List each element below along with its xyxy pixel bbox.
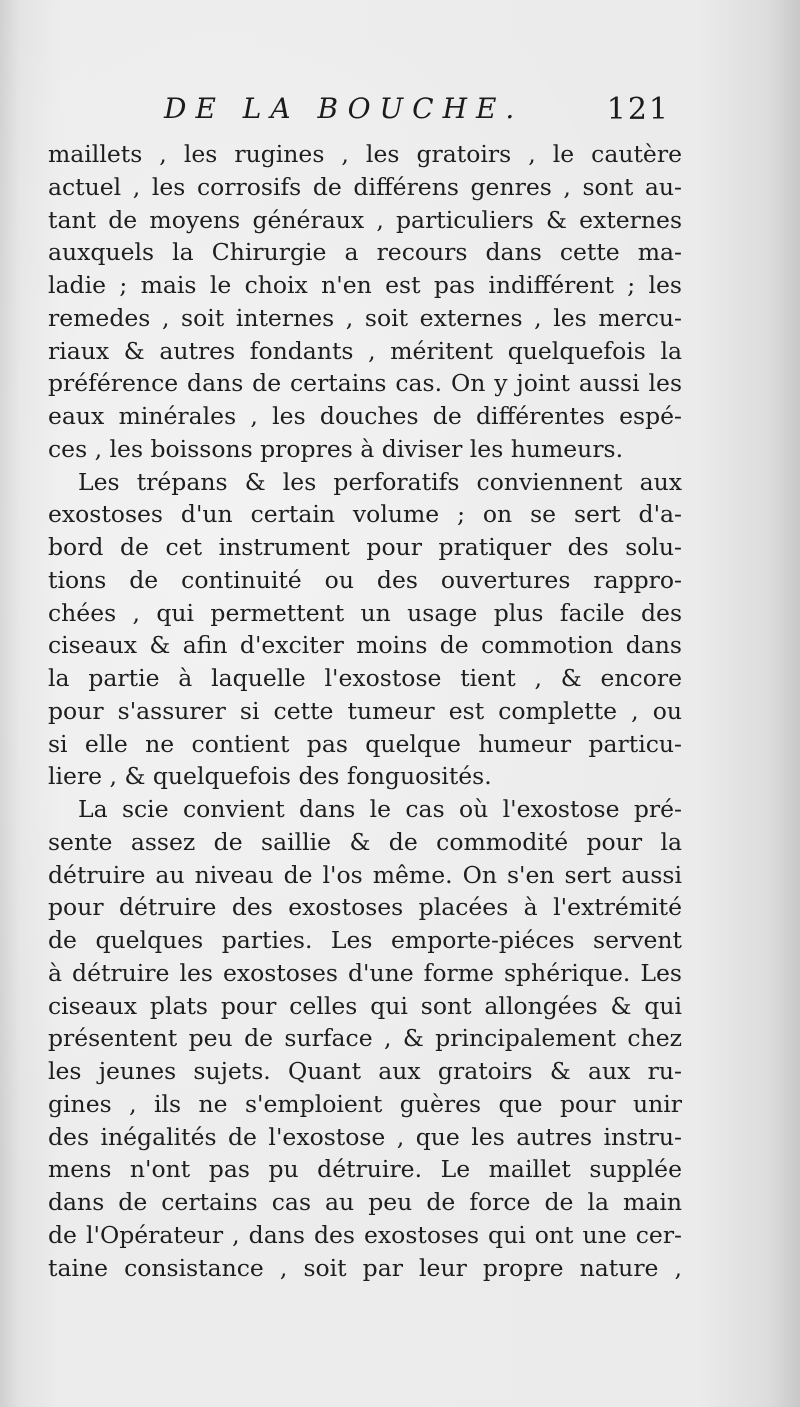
text-line: préférence dans de certains cas. On y joint aussi les — [48, 369, 682, 398]
text-line: ciseaux plats pour celles qui sont allongées & qui — [48, 991, 682, 1020]
text-line: tions de continuité ou des ouvertures rappro- — [48, 565, 682, 594]
text-line: des inégalités de l'exostose , que les autres instru- — [48, 1122, 682, 1151]
text-line: eaux minérales , les douches de différentes espé- — [48, 402, 682, 430]
text-line: maillets , les rugines , les gratoirs , le cautère — [48, 140, 682, 168]
text-line: liere , & quelquefois des fonguosités. — [48, 762, 492, 791]
body-text — [48, 138, 682, 1284]
text-line: à détruire les exostoses d'une forme sphérique. Les — [48, 958, 682, 987]
text-line: si elle ne contient pas quelque humeur particu- — [48, 729, 682, 758]
text-line: taine consistance , soit par leur propre nature , — [48, 1253, 682, 1282]
text-line: exostoses d'un certain volume ; on se sert d'a- — [48, 500, 682, 529]
text-line: tant de moyens généraux , particuliers & externes — [48, 205, 682, 234]
text-line: riaux & autres fondants , méritent quelquefois la — [48, 336, 682, 365]
text-line: Les trépans & les perforatifs conviennent aux — [78, 467, 682, 496]
text-line: gines , ils ne s'emploient guères que pour unir — [48, 1089, 682, 1118]
text-line: chées , qui permettent un usage plus facile des — [48, 598, 682, 627]
page-number: 121 — [606, 92, 670, 127]
text-line: remedes , soit internes , soit externes , les mercu- — [48, 303, 682, 332]
text-line: détruire au niveau de l'os même. On s'en sert aussi — [48, 860, 682, 889]
text-line: dans de certains cas au peu de force de la main — [48, 1188, 682, 1216]
running-head: DE LA BOUCHE. — [164, 92, 524, 125]
text-line: ladie ; mais le choix n'en est pas indifférent ; les — [48, 271, 682, 299]
text-line: sente assez de saillie & de commodité pour la — [48, 827, 682, 856]
text-line: La scie convient dans le cas où l'exostose pré- — [78, 795, 682, 823]
page-header — [150, 88, 670, 138]
text-line: pour s'assurer si cette tumeur est complette , ou — [48, 696, 682, 725]
text-line: de l'Opérateur , dans des exostoses qui ont une cer- — [48, 1220, 682, 1249]
text-line: bord de cet instrument pour pratiquer des solu- — [48, 533, 682, 561]
text-line: mens n'ont pas pu détruire. Le maillet supplée — [48, 1155, 682, 1184]
text-line: actuel , les corrosifs de différens genres , sont au- — [48, 172, 682, 201]
text-line: ciseaux & afin d'exciter moins de commotion dans — [48, 631, 682, 660]
text-line: la partie à laquelle l'exostose tient , & encore — [48, 664, 682, 692]
text-line: ces , les boissons propres à diviser les humeurs. — [48, 434, 624, 463]
text-line: auxquels la Chirurgie a recours dans cette ma- — [48, 238, 682, 267]
text-line: les jeunes sujets. Quant aux gratoirs & aux ru- — [48, 1057, 682, 1085]
text-line: de quelques parties. Les emporte-piéces servent — [48, 926, 682, 954]
text-line: pour détruire des exostoses placées à l'extrémité — [48, 893, 682, 922]
text-line: présentent peu de surface , & principalement chez — [48, 1024, 682, 1053]
